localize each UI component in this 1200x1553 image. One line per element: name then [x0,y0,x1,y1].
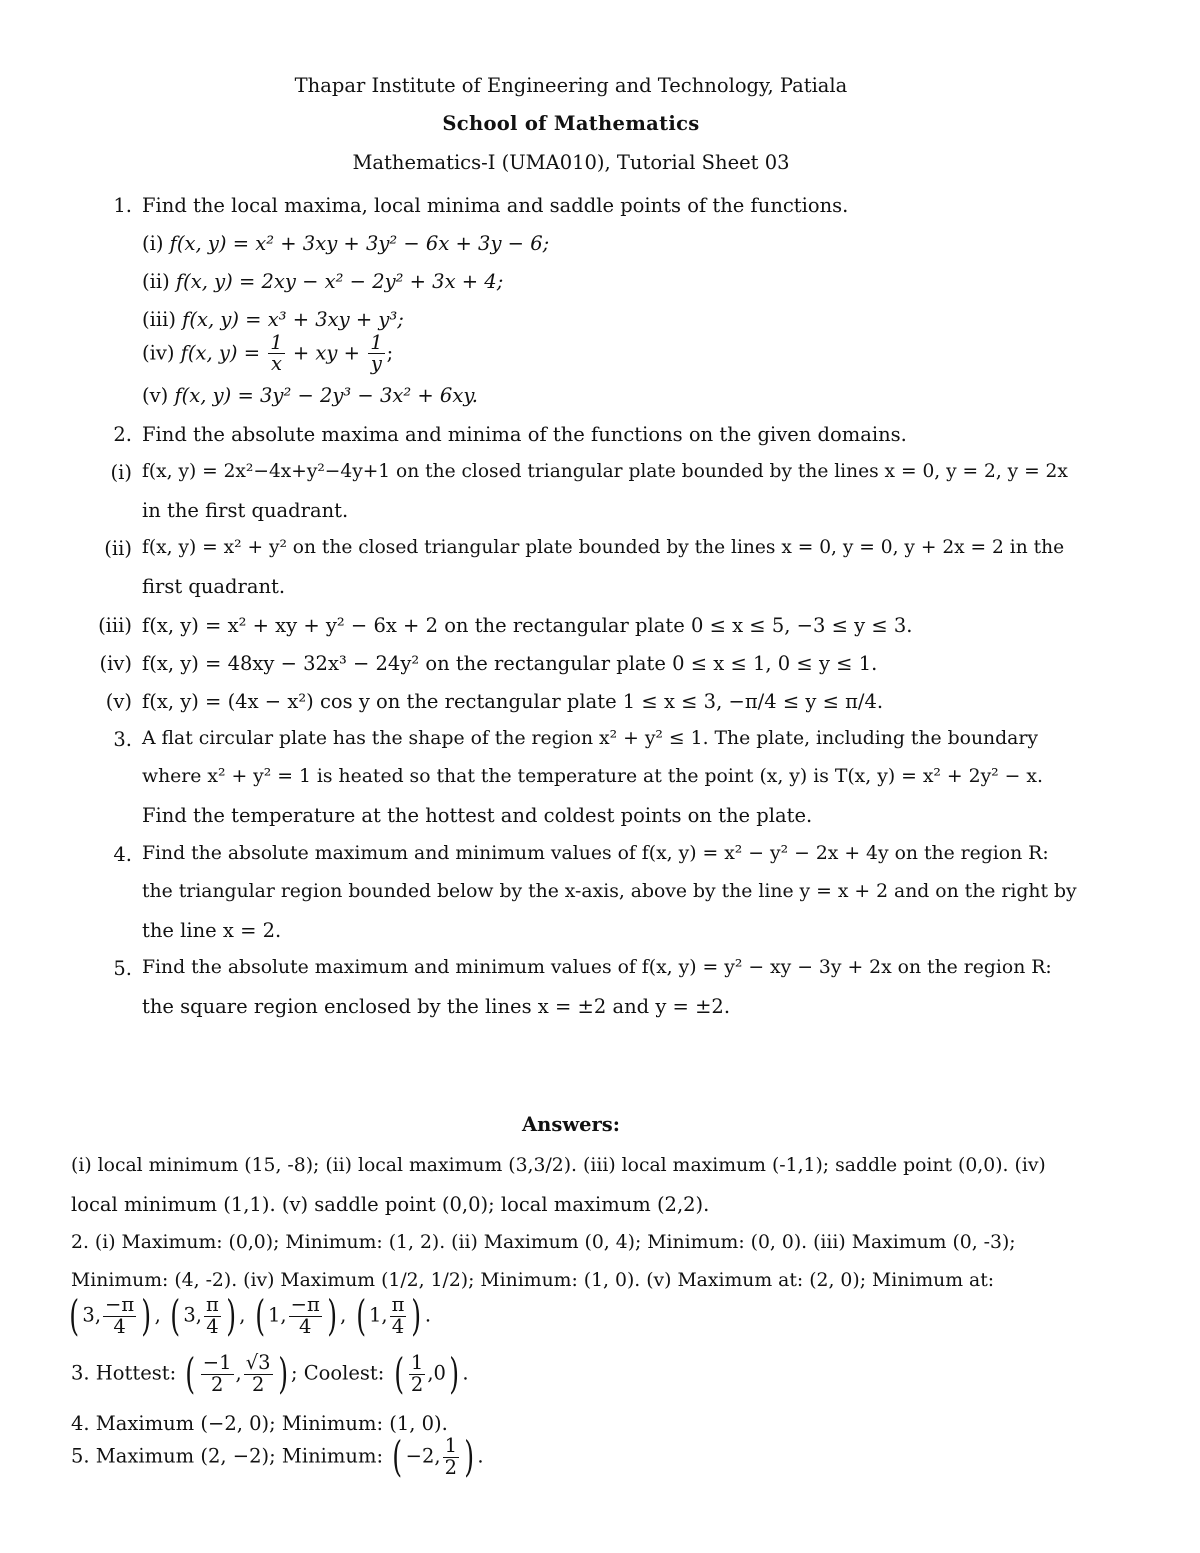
answer-3: 3. Hottest: ( $\frac{-1}{2}$ , $\frac{√3}{2}$ ) ; Coolest: ( $\frac{1}{2}$ ,0) . [71,1349,469,1398]
q1-part-iv: (iv) f(x, y) = $\frac{1}{x}$ + xy + $\frac{1}{y}$ ; [142,331,394,376]
q2-part-i-line1: f(x, y) = 2x²−4x+y²−4y+1 on the closed triangular plate bounded by the lines x = 0, y = 2, y = 2x [142,461,1068,482]
q2-part-i-line2: in the first quadrant. [142,499,349,522]
q1-part-expr: f(x, y) = x² + 3xy + 3y² − 6x + 3y − 6; [169,232,550,255]
q4-line3: the line x = 2. [142,919,282,942]
q3-line2: where x² + y² = 1 is heated so that the temperature at the point (x, y) is T(x, y) = x² + 2y² − x. [142,766,1043,787]
q1-text: Find the local maxima, local minima and saddle points of the functions. [142,194,849,217]
q2-number: 2. [113,423,132,446]
q1-part-expr: f(x, y) = x³ + 3xy + y³; [182,308,404,331]
q3-number: 3. [113,728,132,751]
q1-part-i [142,232,549,255]
school-title: School of Mathematics [442,112,700,135]
q2-part-ii-line1: f(x, y) = x² + y² on the closed triangular plate bounded by the lines x = 0, y = 0, y + 2x = 2 in the [142,537,1065,558]
q2-part-iv-line1: f(x, y) = 48xy − 32x³ − 24y² on the rectangular plate 0 ≤ x ≤ 1, 0 ≤ y ≤ 1. [142,652,878,675]
answer-1-line1: (i) local minimum (15, -8); (ii) local maximum (3,3/2). (iii) local maximum (-1,1); saddle point (0,0). (iv) [71,1155,1046,1176]
q2-text: Find the absolute maxima and minima of the functions on the given domains. [142,423,907,446]
course-title: Mathematics-I (UMA010), Tutorial Sheet 03 [352,151,790,174]
q1-part-v [142,384,478,407]
q1-part-iii [142,308,404,331]
q1-part-label: (i) [142,232,164,255]
q2-part-iii-line1: f(x, y) = x² + xy + y² − 6x + 2 on the rectangular plate 0 ≤ x ≤ 5, −3 ≤ y ≤ 3. [142,614,913,637]
answers-title: Answers: [522,1113,620,1136]
answer-4: 4. Maximum (−2, 0); Minimum: (1, 0). [71,1412,448,1435]
institute-title: Thapar Institute of Engineering and Technology, Patiala [294,74,848,97]
q1-part-expr: f(x, y) = 3y² − 2y³ − 3x² + 6xy. [174,384,478,407]
q1-part-ii [142,270,503,293]
answer-1-line2: local minimum (1,1). (v) saddle point (0,0); local maximum (2,2). [71,1193,710,1216]
q1-part-label: (iii) [142,308,176,331]
q1-part-expr-pre: f(x, y) = [180,341,267,365]
q2-part-label: (i) [110,461,132,484]
answer-5: 5. Maximum (2, −2); Minimum: ( −2, $\frac{1}{2}$ ) . [71,1432,484,1481]
q2-part-v-line1: f(x, y) = (4x − x²) cos y on the rectangular plate 1 ≤ x ≤ 3, −π/4 ≤ y ≤ π/4. [142,690,884,713]
answer-2-minimum-points: ( 3, $\frac{-\pi}{4}$ ) , ( 3, $\frac{\pi}{4}$ ) , ( 1, $\frac{-\pi}{4}$ ) , ( 1, $\frac{\pi}{4}$ ) . [69,1291,432,1340]
q5-line2: the square region enclosed by the lines x = ±2 and y = ±2. [142,995,731,1018]
q2-part-label: (ii) [104,537,132,560]
q5-number: 5. [113,957,132,980]
answer-2-line1: 2. (i) Maximum: (0,0); Minimum: (1, 2). (ii) Maximum (0, 4); Minimum: (0, 0). (iii) Maximum (0, -3); [71,1232,1016,1253]
q1-part-label: (ii) [142,270,170,293]
q4-number: 4. [113,843,132,866]
q3-line1: A flat circular plate has the shape of the region x² + y² ≤ 1. The plate, including the boundary [142,728,1038,749]
q1-part-expr: f(x, y) = 2xy − x² − 2y² + 3x + 4; [175,270,504,293]
q4-line2: the triangular region bounded below by the x-axis, above by the line y = x + 2 and on the right by [142,881,1077,902]
fraction: $\frac{1}{x}$ [270,331,283,376]
q1-part-label: (v) [142,384,169,407]
q2-part-ii-line2: first quadrant. [142,575,286,598]
q5-line1: Find the absolute maximum and minimum values of f(x, y) = y² − xy − 3y + 2x on the region R: [142,957,1052,978]
q4-line1: Find the absolute maximum and minimum values of f(x, y) = x² − y² − 2x + 4y on the region R: [142,843,1049,864]
answer-2-line2: Minimum: (4, -2). (iv) Maximum (1/2, 1/2); Minimum: (1, 0). (v) Maximum at: (2, 0); Minimum at: [71,1270,995,1291]
q2-part-label: (iii) [98,614,132,637]
q3-line3: Find the temperature at the hottest and coldest points on the plate. [142,804,813,827]
q2-part-label: (iv) [99,652,132,675]
q1-number: 1. [113,194,132,217]
q1-part-label: (iv) [142,341,175,365]
q2-part-label: (v) [105,690,132,713]
fraction: $\frac{1}{y}$ [370,331,383,376]
